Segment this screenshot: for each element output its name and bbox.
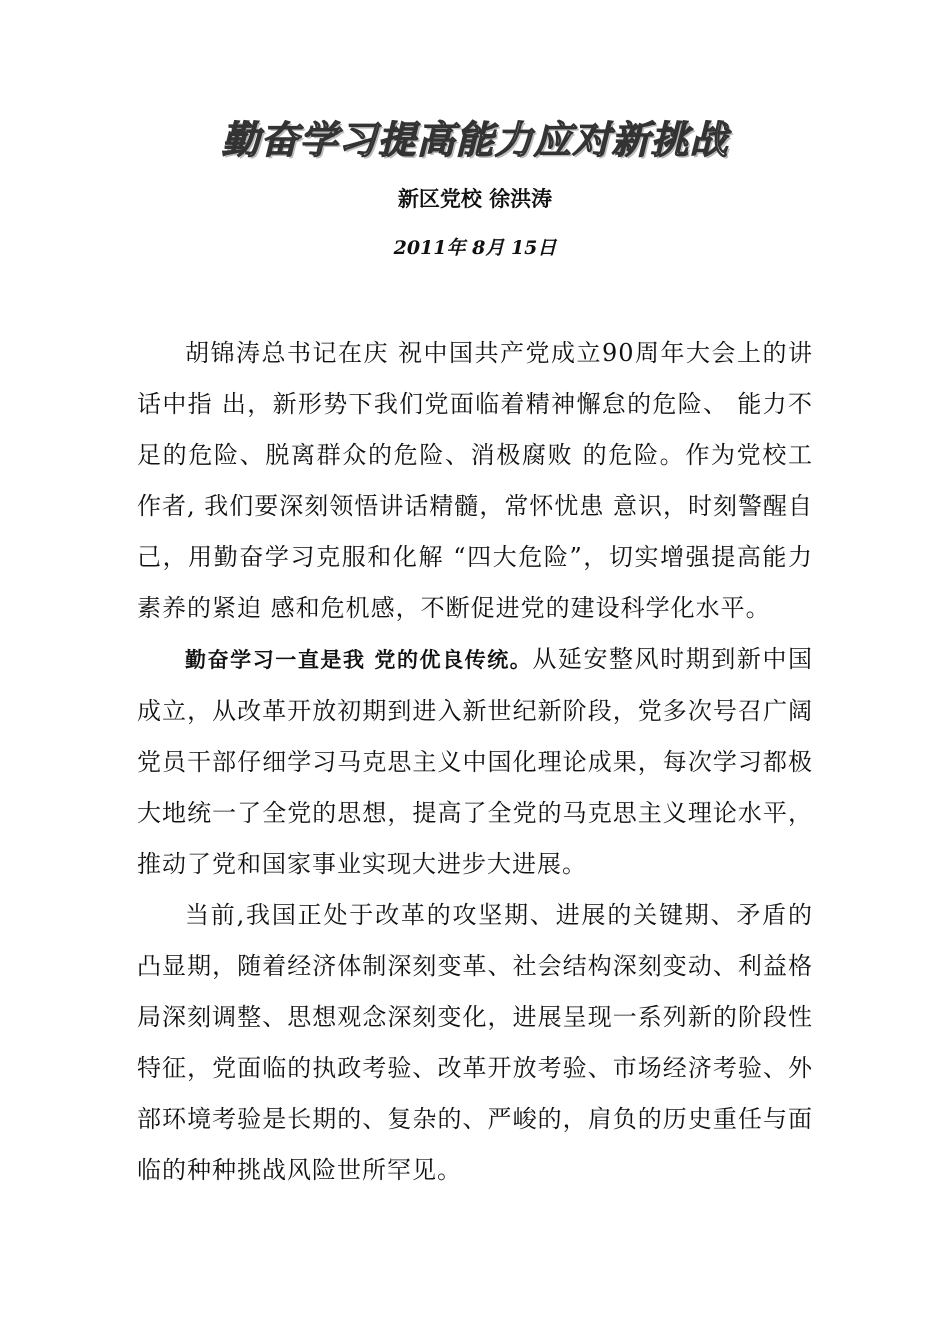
- date-line: 2011年 8月 15日: [393, 237, 557, 259]
- paragraph-1: [137, 328, 813, 634]
- paragraph-2: [137, 634, 813, 890]
- paragraph-1-text: 胡锦涛总书记在庆 祝中国共产党成立90周年大会上的讲话中指 出，新形势下我们党面临着精神懈怠的危险、 能力不足的危险、脱离群众的危险、消极腐败 的危险。作为党校工作者, 我们要深刻领悟讲话精髓，常怀忧患 意识，时刻警醒自己，用勤奋学习克服和化解 “四大危险”，切实增强提高能力素养的紧迫 感和危机感，不断促进党的建设科学化水平。: [137, 339, 813, 622]
- paragraph-3-text: 当前,我国正处于改革的攻坚期、进展的关键期、矛盾的凸显期，随着经济体制深刻变革、社会结构深刻变动、利益格局深刻调整、思想观念深刻变化，进展呈现一系列新的阶段性特征，党面临的执政考验、改革开放考验、市场经济考验、外部环境考验是长期的、复杂的、严峻的，肩负的历史重任与面临的种种挑战风险世所罕见。: [137, 901, 813, 1184]
- author-line: 新区党校 徐洪涛: [397, 187, 553, 211]
- document-title: 勤奋学习提高能力应对新挑战: [221, 118, 729, 162]
- document-body: [137, 328, 813, 1196]
- paragraph-2-lead: 勤奋学习一直是我 党的优良传统。: [185, 648, 533, 672]
- paragraph-3: [137, 890, 813, 1196]
- paragraph-2-text: 从延安整风时期到新中国成立，从改革开放初期到进入新世纪新阶段，党多次号召广阔党员干部仔细学习马克思主义中国化理论成果，每次学习都极大地统一了全党的思想，提高了全党的马克思主义理论水平，推动了党和国家事业实现大进步大进展。: [137, 645, 814, 878]
